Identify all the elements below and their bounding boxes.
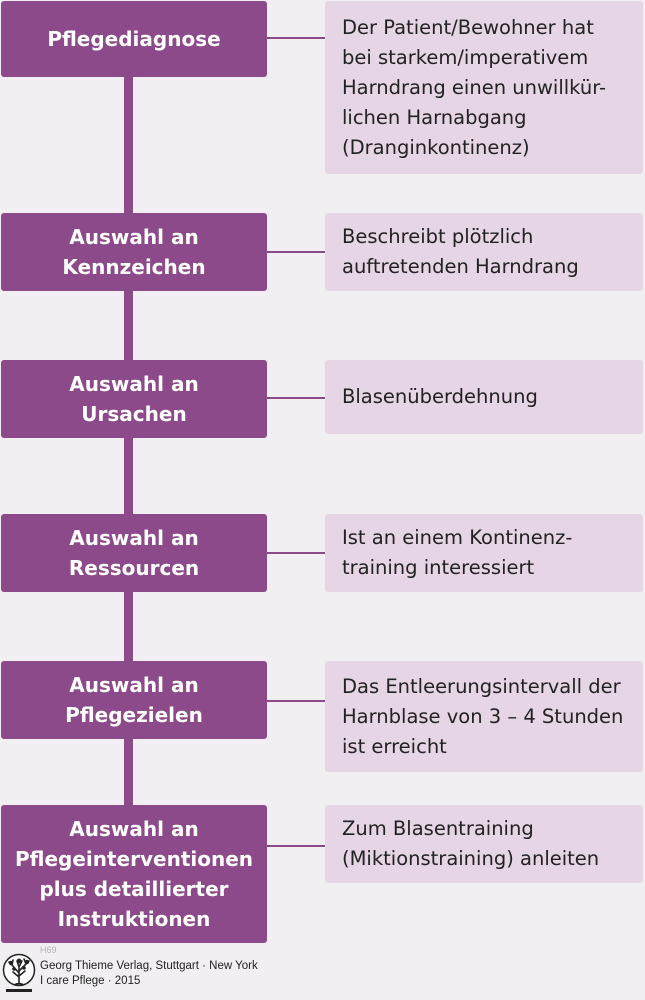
detail-ursachen: Blasenüberdehnung bbox=[325, 360, 643, 434]
step-ursachen: Auswahl an Ursachen bbox=[1, 360, 267, 438]
detail-kennzeichen: Beschreibt plötzlich auftretenden Harndrang bbox=[325, 213, 643, 291]
connector-ressourcen bbox=[267, 552, 325, 554]
publisher-footer bbox=[2, 945, 302, 999]
connector-pflegeinterventionen bbox=[267, 845, 325, 847]
detail-pflegeziele: Das Entleerungsintervall der Harnblase von 3 – 4 Stunden ist erreicht bbox=[325, 661, 643, 772]
publisher-line: Georg Thieme Verlag, Stuttgart · New York bbox=[40, 960, 258, 972]
step-pflegediagnose: Pflegediagnose bbox=[1, 1, 267, 77]
connector-ursachen bbox=[267, 397, 325, 399]
detail-pflegeinterventionen: Zum Blasentraining (Miktionstraining) anleiten bbox=[325, 805, 643, 883]
detail-pflegediagnose: Der Patient/Bewohner hat bei starkem/imperativem Harndrang einen unwillkür- lichen Harnabgang (Dranginkontinenz) bbox=[325, 1, 643, 174]
footer-text bbox=[40, 959, 258, 989]
connector-pflegeziele bbox=[267, 700, 325, 702]
detail-ressourcen: Ist an einem Kontinenz- training interessiert bbox=[325, 514, 643, 592]
connector-pflegediagnose bbox=[267, 37, 325, 39]
step-kennzeichen: Auswahl an Kennzeichen bbox=[1, 213, 267, 291]
step-ressourcen: Auswahl an Ressourcen bbox=[1, 514, 267, 592]
step-pflegeinterventionen: Auswahl an Pflegeinterventionen plus detaillierter Instruktionen bbox=[1, 805, 267, 943]
book-line: I care Pflege · 2015 bbox=[40, 975, 141, 987]
figure-code: H69 bbox=[40, 945, 57, 955]
connector-kennzeichen bbox=[267, 251, 325, 253]
step-pflegeziele: Auswahl an Pflegezielen bbox=[1, 661, 267, 739]
tree-logo-icon bbox=[2, 953, 36, 995]
